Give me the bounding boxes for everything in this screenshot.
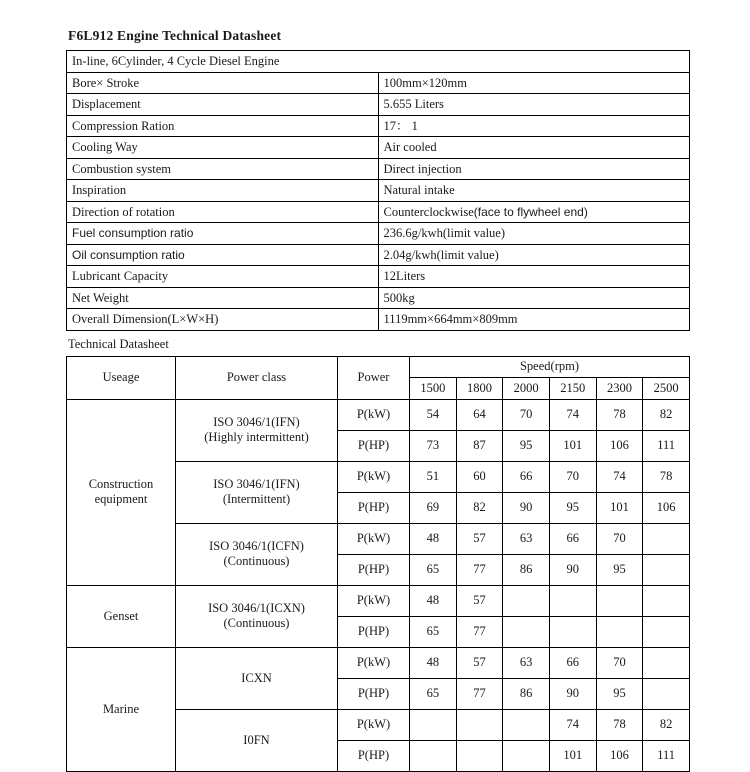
power-class-line1: I0FN (243, 732, 270, 747)
power-value-cell (596, 616, 643, 647)
power-class-cell (176, 523, 338, 585)
power-value-cell: 95 (596, 554, 643, 585)
column-header-speed: 2000 (503, 377, 550, 399)
spec-label: Direction of rotation (67, 201, 379, 223)
page-title: F6L912 Engine Technical Datasheet (68, 28, 282, 43)
power-class-line1: ISO 3046/1(IFN) (213, 415, 300, 429)
power-value-cell: 77 (456, 554, 503, 585)
power-value-cell: 54 (410, 399, 457, 430)
power-value-cell: 70 (503, 399, 550, 430)
table-row (67, 180, 690, 202)
power-value-cell: 82 (643, 709, 690, 740)
power-value-cell (503, 740, 550, 771)
power-class-cell (176, 585, 338, 647)
power-value-cell: 66 (549, 647, 596, 678)
power-value-cell: 101 (596, 492, 643, 523)
power-table-body (67, 399, 690, 771)
spec-value: 5.655 Liters (378, 94, 690, 116)
spec-label: Net Weight (67, 287, 379, 309)
table-row (67, 399, 690, 430)
power-class-cell (176, 461, 338, 523)
power-value-cell: 60 (456, 461, 503, 492)
useage-cell (67, 399, 176, 585)
table-row (67, 72, 690, 94)
spec-value (378, 201, 690, 223)
power-value-cell (456, 740, 503, 771)
column-header-speed: 2500 (643, 377, 690, 399)
power-value-cell (503, 616, 550, 647)
spec-value-note: (face to flywheel end) (473, 204, 588, 219)
power-class-cell (176, 647, 338, 709)
power-class-cell (176, 709, 338, 771)
spec-value: 236.6g/kwh(limit value) (378, 223, 690, 245)
power-value-cell: 57 (456, 585, 503, 616)
power-unit-cell: P(kW) (338, 709, 410, 740)
power-value-cell: 90 (549, 678, 596, 709)
power-value-cell: 74 (549, 709, 596, 740)
power-value-cell: 57 (456, 523, 503, 554)
power-value-cell: 106 (596, 740, 643, 771)
power-value-cell: 64 (456, 399, 503, 430)
power-value-cell: 86 (503, 554, 550, 585)
power-value-cell (643, 523, 690, 554)
power-value-cell: 70 (549, 461, 596, 492)
power-class-line2: (Continuous) (223, 616, 290, 630)
power-value-cell (643, 554, 690, 585)
power-value-cell: 63 (503, 523, 550, 554)
column-header-speed: 1500 (410, 377, 457, 399)
power-value-cell: 74 (549, 399, 596, 430)
power-value-cell: 70 (596, 523, 643, 554)
power-value-cell: 77 (456, 616, 503, 647)
power-value-cell: 106 (643, 492, 690, 523)
power-value-cell (643, 585, 690, 616)
spec-value: 12Liters (378, 266, 690, 288)
power-value-cell: 66 (549, 523, 596, 554)
table-row (67, 585, 690, 616)
power-class-line1: ICXN (241, 670, 272, 685)
power-value-cell: 48 (410, 647, 457, 678)
power-value-cell: 70 (596, 647, 643, 678)
spec-label: Lubricant Capacity (67, 266, 379, 288)
power-value-cell (410, 740, 457, 771)
table-row (67, 244, 690, 266)
power-value-cell: 90 (549, 554, 596, 585)
power-value-cell: 69 (410, 492, 457, 523)
power-value-cell: 78 (596, 399, 643, 430)
section-caption: Technical Datasheet (68, 336, 169, 351)
table-row (67, 223, 690, 245)
power-value-cell: 95 (503, 430, 550, 461)
spec-label: Displacement (67, 94, 379, 116)
power-class-line1: ISO 3046/1(ICXN) (208, 601, 305, 615)
spec-value: 1119mm×664mm×809mm (378, 309, 690, 331)
column-header-power: Power (338, 356, 410, 399)
power-value-cell (410, 709, 457, 740)
spec-value: 500kg (378, 287, 690, 309)
column-header-speed: 1800 (456, 377, 503, 399)
power-value-cell (643, 616, 690, 647)
spec-value-main: Counterclockwise (383, 204, 474, 219)
power-value-cell (503, 709, 550, 740)
useage-cell (67, 585, 176, 647)
power-unit-cell: P(kW) (338, 523, 410, 554)
spec-label: Overall Dimension(L×W×H) (67, 309, 379, 331)
power-unit-cell: P(kW) (338, 585, 410, 616)
useage-label-line1: Genset (103, 608, 139, 623)
power-unit-cell: P(HP) (338, 616, 410, 647)
power-value-cell: 78 (643, 461, 690, 492)
column-header-speed: 2150 (549, 377, 596, 399)
column-header-power-class: Power class (176, 356, 338, 399)
useage-cell (67, 647, 176, 771)
table-row (67, 287, 690, 309)
power-value-cell: 63 (503, 647, 550, 678)
power-value-cell: 95 (549, 492, 596, 523)
power-datasheet-table (66, 356, 690, 772)
power-unit-cell: P(HP) (338, 492, 410, 523)
power-value-cell: 78 (596, 709, 643, 740)
spec-value: 2.04g/kwh(limit value) (378, 244, 690, 266)
table-header-row-primary (67, 356, 690, 377)
useage-label-line1: Marine (102, 701, 140, 716)
spec-label: Fuel consumption ratio (67, 223, 379, 245)
power-value-cell: 65 (410, 678, 457, 709)
power-value-cell: 106 (596, 430, 643, 461)
engine-summary-cell: In-line, 6Cylinder, 4 Cycle Diesel Engine (67, 51, 690, 73)
table-row (67, 266, 690, 288)
power-table-head (67, 356, 690, 399)
power-value-cell: 74 (596, 461, 643, 492)
power-class-line1: ISO 3046/1(IFN) (213, 477, 300, 491)
power-value-cell: 86 (503, 678, 550, 709)
power-value-cell: 95 (596, 678, 643, 709)
power-value-cell: 111 (643, 740, 690, 771)
power-unit-cell: P(HP) (338, 740, 410, 771)
table-row (67, 158, 690, 180)
spec-label: Combustion system (67, 158, 379, 180)
power-value-cell (596, 585, 643, 616)
power-value-cell: 51 (410, 461, 457, 492)
power-value-cell: 66 (503, 461, 550, 492)
power-value-cell (643, 647, 690, 678)
power-value-cell (549, 616, 596, 647)
table-row (67, 201, 690, 223)
spec-label: Cooling Way (67, 137, 379, 159)
column-header-useage: Useage (67, 356, 176, 399)
spec-value: Direct injection (378, 158, 690, 180)
power-value-cell (643, 678, 690, 709)
spec-value: Air cooled (378, 137, 690, 159)
power-value-cell: 82 (643, 399, 690, 430)
power-value-cell: 48 (410, 523, 457, 554)
power-value-cell: 57 (456, 647, 503, 678)
power-class-line2: (Highly intermittent) (204, 430, 309, 444)
specification-table-body (67, 51, 690, 331)
spec-label: Oil consumption ratio (67, 244, 379, 266)
specification-table (66, 50, 690, 331)
power-class-line2: (Intermittent) (222, 492, 291, 506)
spec-value: 100mm×120mm (378, 72, 690, 94)
power-class-line1: ISO 3046/1(ICFN) (209, 539, 304, 553)
column-header-speed: 2300 (596, 377, 643, 399)
useage-label-line1: Construction (88, 477, 154, 491)
power-unit-cell: P(kW) (338, 647, 410, 678)
column-header-speed-group: Speed(rpm) (410, 356, 690, 377)
power-unit-cell: P(HP) (338, 430, 410, 461)
power-value-cell (549, 585, 596, 616)
table-row (67, 51, 690, 73)
power-value-cell (456, 709, 503, 740)
spec-value: Natural intake (378, 180, 690, 202)
table-row (67, 94, 690, 116)
power-unit-cell: P(kW) (338, 461, 410, 492)
power-value-cell: 87 (456, 430, 503, 461)
power-value-cell: 65 (410, 616, 457, 647)
power-value-cell: 73 (410, 430, 457, 461)
power-value-cell: 101 (549, 430, 596, 461)
power-unit-cell: P(HP) (338, 678, 410, 709)
spec-label: Bore× Stroke (67, 72, 379, 94)
power-value-cell: 82 (456, 492, 503, 523)
power-class-line2: (Continuous) (223, 554, 290, 568)
power-value-cell: 48 (410, 585, 457, 616)
power-class-cell (176, 399, 338, 461)
table-row (67, 647, 690, 678)
power-value-cell: 90 (503, 492, 550, 523)
table-row (67, 137, 690, 159)
spec-label: Inspiration (67, 180, 379, 202)
power-unit-cell: P(kW) (338, 399, 410, 430)
power-value-cell: 101 (549, 740, 596, 771)
power-value-cell: 77 (456, 678, 503, 709)
spec-value: 17： 1 (378, 115, 690, 137)
power-value-cell: 111 (643, 430, 690, 461)
power-value-cell: 65 (410, 554, 457, 585)
spec-label: Compression Ration (67, 115, 379, 137)
table-row (67, 115, 690, 137)
power-value-cell (503, 585, 550, 616)
power-unit-cell: P(HP) (338, 554, 410, 585)
table-row (67, 309, 690, 331)
useage-label-line2: equipment (94, 492, 148, 506)
